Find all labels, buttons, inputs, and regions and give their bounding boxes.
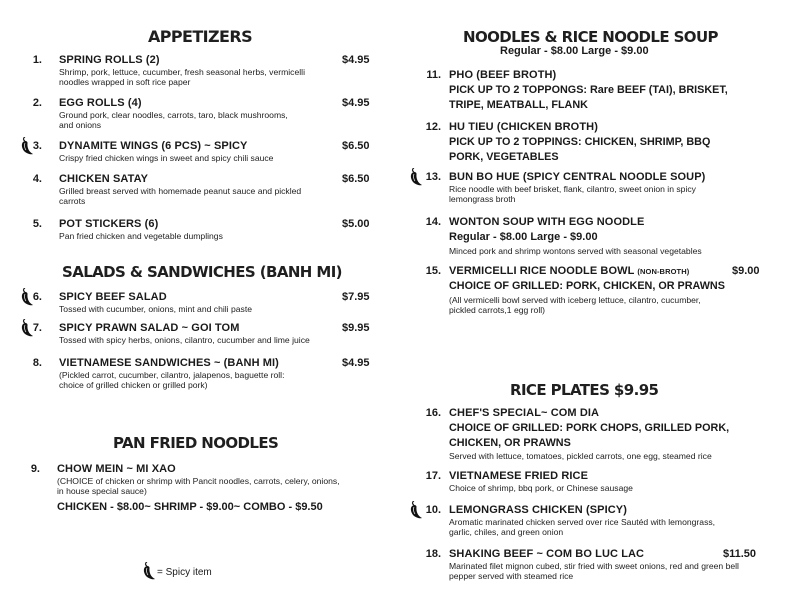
item-name: POT STICKERS (6) — [59, 218, 159, 230]
item-description: pepper served with steamed rice — [449, 571, 574, 581]
rice-title-text: RICE PLATES — [510, 381, 610, 399]
item-detail: PORK, VEGETABLES — [449, 151, 559, 163]
item-description: Aromatic marinated chicken served over rice Sautéd with lemongrass, — [449, 517, 716, 527]
item-name: SPRING ROLLS (2) — [59, 54, 160, 66]
item-description: pickled carrots,1 egg roll) — [449, 305, 546, 315]
item-name: CHEF'S SPECIAL~ COM DIA — [449, 407, 600, 419]
item-description: choice of grilled chicken or grilled pork) — [59, 380, 208, 390]
noodles-pricing: Regular - $8.00 Large - $9.00 — [500, 45, 649, 57]
item-description: in house special sauce) — [57, 486, 147, 496]
item-detail: PICK UP TO 2 TOPPONGS: Rare BEEF (TAI), BRISKET, — [449, 84, 728, 96]
item-detail: TRIPE, MEATBALL, FLANK — [449, 99, 588, 111]
item-description: lemongrass broth — [449, 194, 516, 204]
item-number: 7. — [32, 322, 42, 334]
item-number: 12. — [425, 121, 441, 133]
item-name: LEMONGRASS CHICKEN (SPICY) — [449, 504, 627, 516]
item-price: $7.95 — [342, 291, 370, 303]
item-number: 9. — [30, 463, 40, 475]
item-choice: CHOICE OF GRILLED: PORK, CHICKEN, OR PRAWNS — [449, 280, 725, 292]
salads-title: SALADS & SANDWICHES (BANH MI) — [62, 263, 342, 281]
item-name: VIETNAMESE SANDWICHES ~ (BANH MI) — [59, 357, 279, 369]
legend-text: = Spicy item — [157, 567, 212, 578]
item-price: $9.00 — [732, 265, 760, 277]
item-name: DYNAMITE WINGS (6 PCS) ~ SPICY — [59, 140, 248, 152]
item-number: 11. — [426, 69, 441, 81]
item-description: carrots — [59, 196, 86, 206]
item-price: $5.00 — [342, 218, 370, 230]
item-description: Shrimp, pork, lettuce, cucumber, fresh seasonal herbs, vermicelli — [59, 67, 305, 77]
item-description: Choice of shrimp, bbq pork, or Chinese sausage — [449, 483, 633, 493]
chili-pepper-icon — [142, 562, 156, 580]
item-name: BUN BO HUE (SPICY CENTRAL NOODLE SOUP) — [449, 171, 706, 183]
item-number: 16. — [425, 407, 441, 419]
item-number: 8. — [32, 357, 42, 369]
item-number: 17. — [425, 470, 441, 482]
item-name: PHO (BEEF BROTH) — [449, 69, 557, 81]
item-name: EGG ROLLS (4) — [59, 97, 142, 109]
noodles-title: NOODLES & RICE NOODLE SOUP — [463, 28, 718, 46]
item-number: 15. — [425, 265, 441, 277]
item-description: Grilled breast served with homemade peanut sauce and pickled — [59, 186, 302, 196]
item-note: (NON-BROTH) — [637, 267, 690, 276]
item-name: VIETNAMESE FRIED RICE — [449, 470, 589, 482]
item-price: $4.95 — [342, 357, 370, 369]
item-description: Served with lettuce, tomatoes, pickled carrots, one egg, steamed rice — [449, 451, 712, 461]
item-number: 18. — [425, 548, 441, 560]
appetizers-title: APPETIZERS — [148, 27, 253, 46]
item-description: (CHOICE of chicken or shrimp with Pancit noodles, carrots, celery, onions, — [57, 476, 340, 486]
item-name: HU TIEU (CHICKEN BROTH) — [449, 121, 598, 133]
item-price: $6.50 — [342, 140, 370, 152]
item-description: Ground pork, clear noodles, carrots, taro, black mushrooms, — [59, 110, 288, 120]
item-description: (Pickled carrot, cucumber, cilantro, jalapenos, baguette roll: — [59, 370, 285, 380]
item-number: 10. — [425, 504, 441, 516]
item-description: garlic, chiles, and green onion — [449, 527, 564, 537]
item-pricing: Regular - $8.00 Large - $9.00 — [449, 231, 598, 243]
item-detail: PICK UP TO 2 TOPPINGS: CHICKEN, SHRIMP, BBQ — [449, 136, 711, 148]
rice-title — [510, 381, 658, 399]
item-number: 6. — [32, 291, 42, 303]
item-detail: CHOICE OF GRILLED: PORK CHOPS, GRILLED PORK, — [449, 422, 730, 434]
item-price: $4.95 — [342, 54, 370, 66]
item-detail: CHICKEN, OR PRAWNS — [449, 437, 571, 449]
item-description: Crispy fried chicken wings in sweet and spicy chili sauce — [59, 153, 274, 163]
item-name: CHOW MEIN ~ MI XAO — [57, 463, 176, 475]
item-number: 1. — [32, 54, 42, 66]
item-options: CHICKEN - $8.00~ SHRIMP - $9.00~ COMBO - $9.50 — [57, 501, 323, 513]
item-number: 14. — [425, 216, 441, 228]
item-name-text: VERMICELLI RICE NOODLE BOWL — [449, 265, 635, 277]
item-description: Tossed with cucumber, onions, mint and chili paste — [59, 304, 252, 314]
item-description: and onions — [59, 120, 102, 130]
item-price: $9.95 — [342, 322, 370, 334]
item-name — [449, 265, 689, 277]
item-number: 5. — [32, 218, 42, 230]
item-description: Minced pork and shrimp wontons served with seasonal vegetables — [449, 246, 702, 256]
item-number: 3. — [32, 140, 42, 152]
item-name: CHICKEN SATAY — [59, 173, 149, 185]
item-description: Rice noodle with beef brisket, flank, cilantro, sweet onion in spicy — [449, 184, 696, 194]
item-name: SPICY BEEF SALAD — [59, 291, 167, 303]
item-name: WONTON SOUP WITH EGG NOODLE — [449, 216, 645, 228]
item-name: SHAKING BEEF ~ COM BO LUC LAC — [449, 548, 645, 560]
item-name: SPICY PRAWN SALAD ~ GOI TOM — [59, 322, 240, 334]
item-price: $6.50 — [342, 173, 370, 185]
item-description: noodles wrapped in soft rice paper — [59, 77, 191, 87]
item-price: $4.95 — [342, 97, 370, 109]
pan-fried-title: PAN FRIED NOODLES — [113, 434, 279, 452]
item-price: $11.50 — [723, 548, 757, 560]
item-number: 4. — [32, 173, 42, 185]
item-description: Pan fried chicken and vegetable dumplings — [59, 231, 223, 241]
rice-price: $9.95 — [613, 381, 659, 399]
item-number: 13. — [425, 171, 441, 183]
item-number: 2. — [32, 97, 42, 109]
item-description: (All vermicelli bowl served with iceberg lettuce, cilantro, cucumber, — [449, 295, 701, 305]
item-description: Marinated filet mignon cubed, stir fried with sweet onions, red and green bell — [449, 561, 739, 571]
item-description: Tossed with spicy herbs, onions, cilantro, cucumber and lime juice — [59, 335, 310, 345]
